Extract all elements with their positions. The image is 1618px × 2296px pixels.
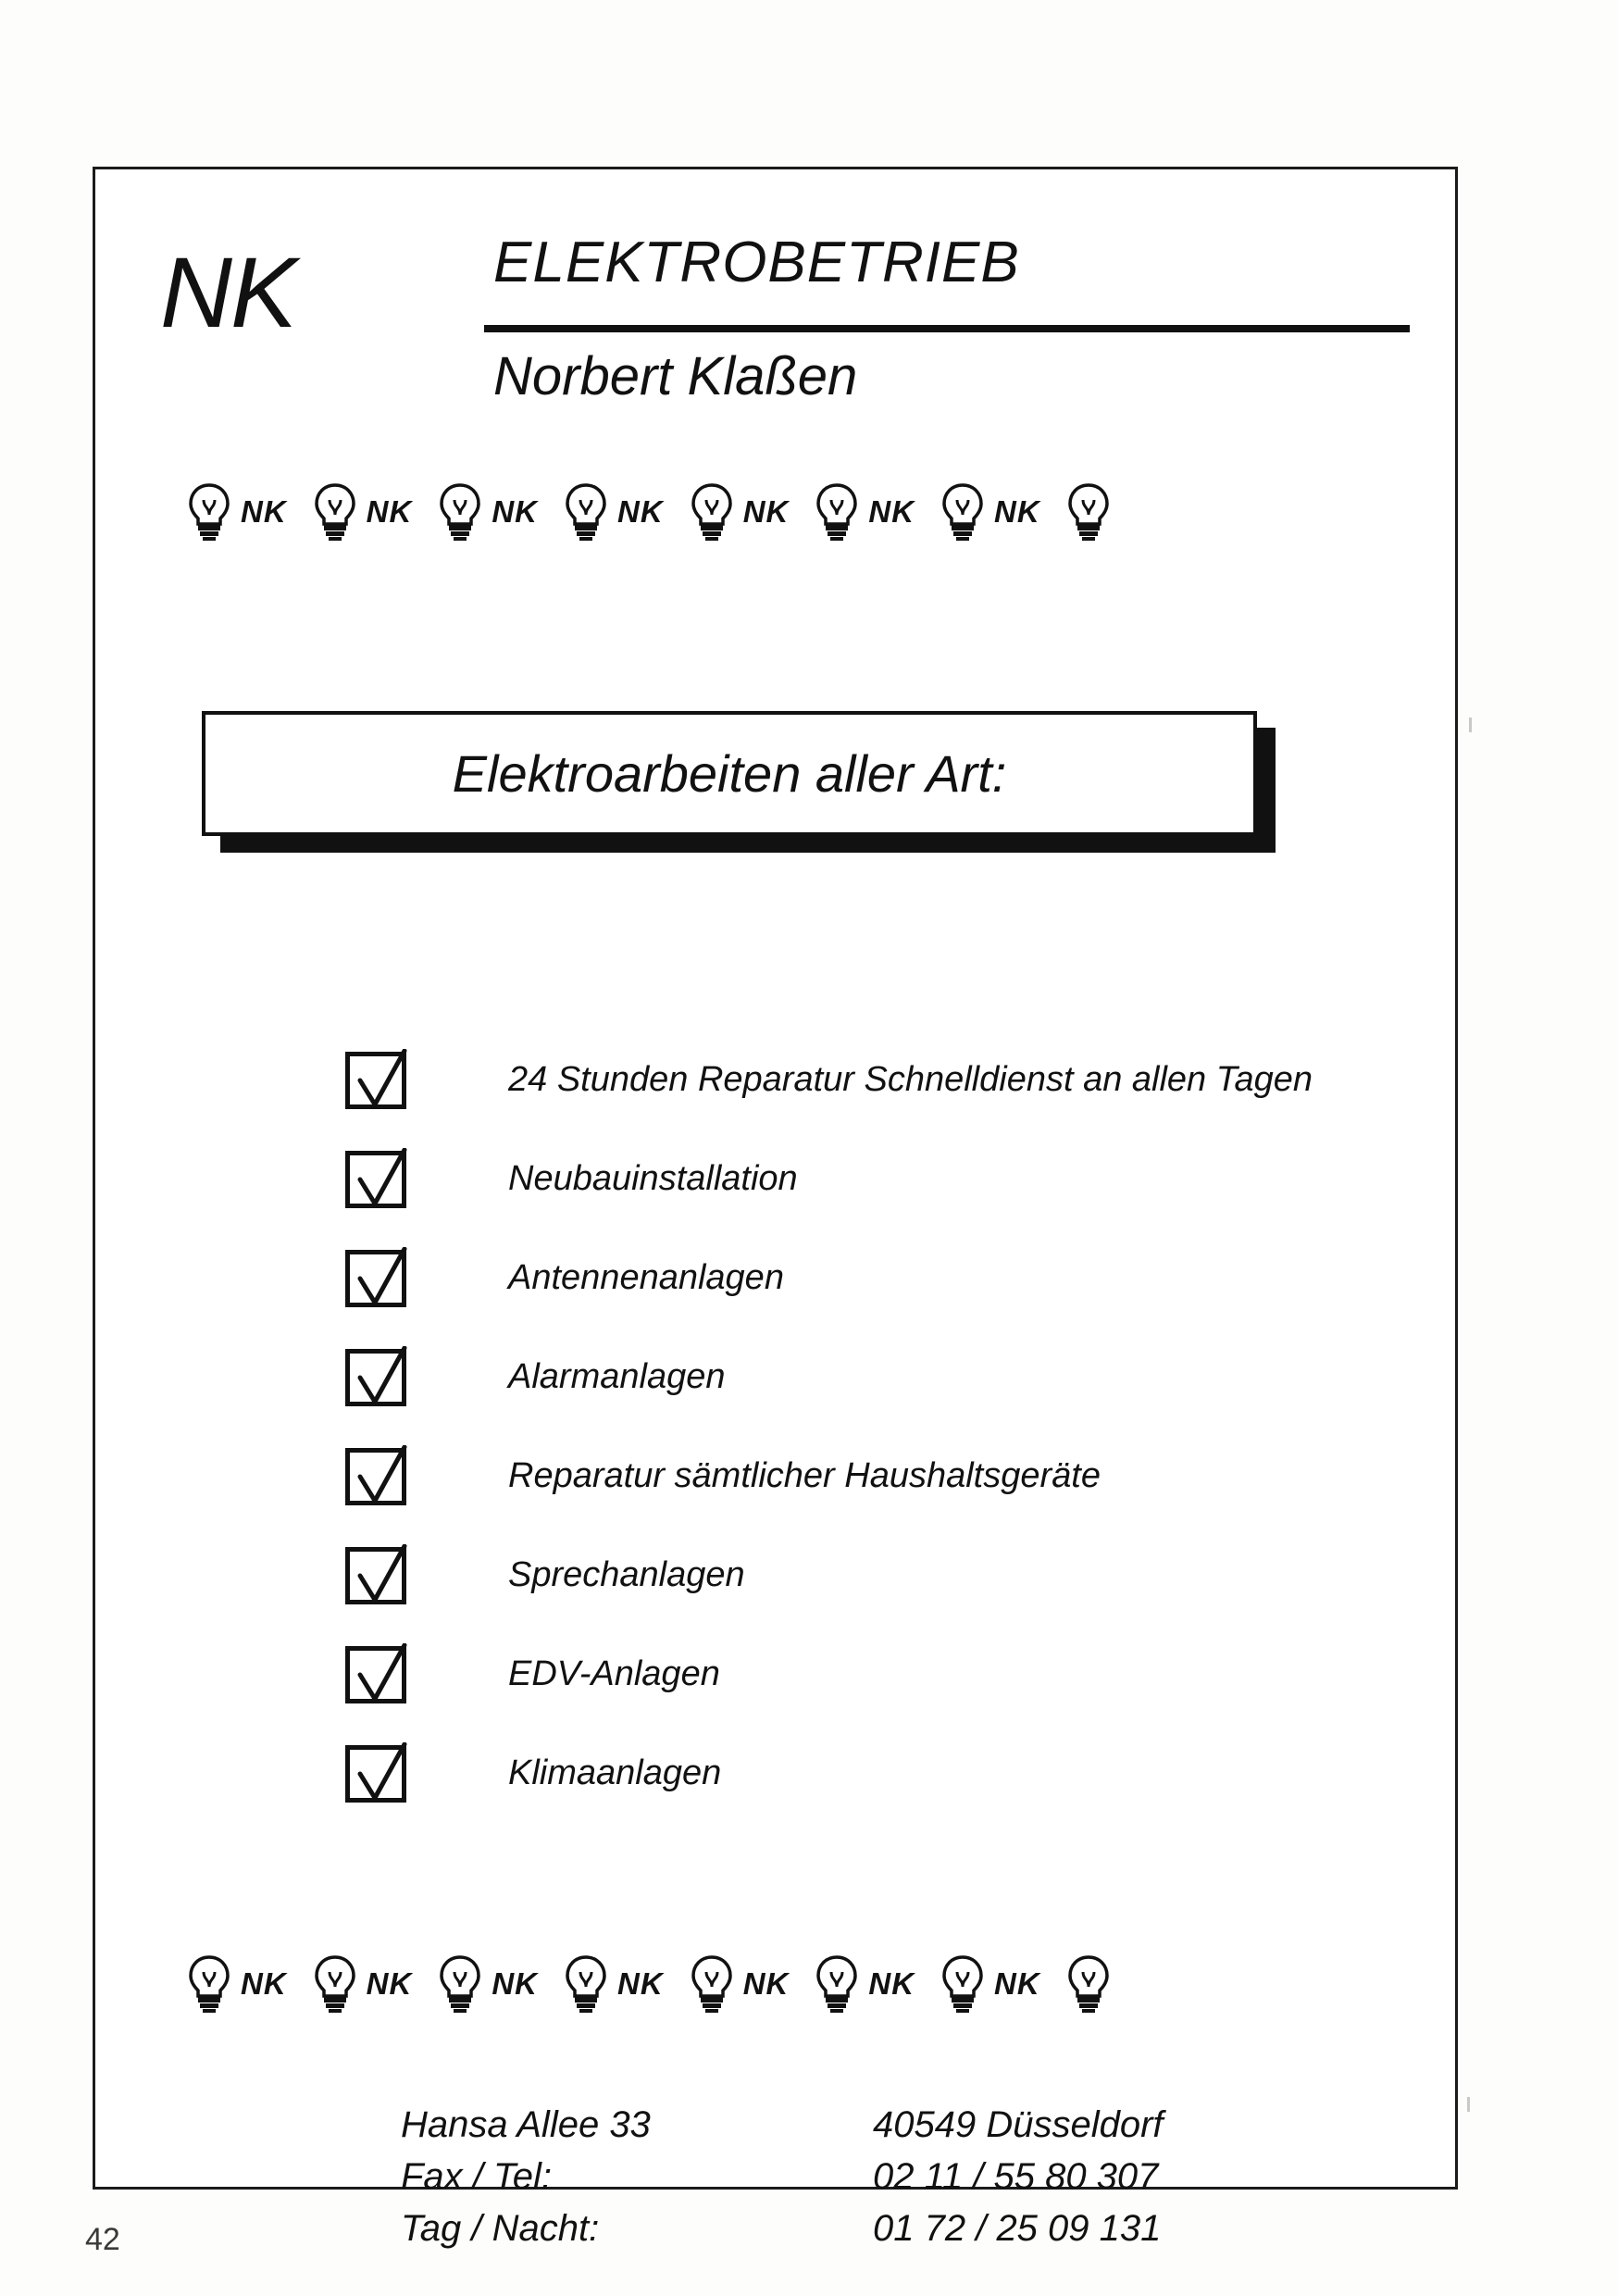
lightbulb-icon-svg — [811, 481, 863, 543]
bulb-label: NK — [366, 494, 413, 529]
service-row — [345, 1427, 1410, 1526]
bulb-unit — [183, 1953, 287, 2015]
bulb-unit — [183, 481, 287, 543]
contact-block — [401, 2104, 1336, 2260]
check-icon — [353, 1346, 410, 1416]
check-icon — [353, 1643, 410, 1714]
bulb-label: NK — [994, 494, 1040, 529]
lightbulb-icon-svg — [937, 481, 989, 543]
service-checkbox[interactable] — [345, 1151, 406, 1208]
service-label: 24 Stunden Reparatur Schnelldienst an allen Tagen — [508, 1060, 1313, 1099]
service-checkbox[interactable] — [345, 1052, 406, 1109]
service-row — [345, 1229, 1410, 1328]
lightbulb-icon-svg — [811, 1953, 863, 2015]
lightbulb-icon-svg — [434, 1953, 486, 2015]
bulb-unit — [560, 1953, 664, 2015]
scan-artifact-right-upper — [1469, 718, 1472, 732]
nk-logo: NK — [160, 236, 296, 348]
banner-text: Elektroarbeiten aller Art: — [452, 744, 1007, 803]
check-icon — [353, 1544, 410, 1615]
bulb-label: NK — [994, 1966, 1040, 2001]
lightbulb-icon — [309, 1953, 361, 2015]
lightbulb-icon — [1063, 1953, 1114, 2015]
check-icon — [353, 1049, 410, 1119]
lightbulb-icon — [183, 481, 235, 543]
header-divider — [484, 325, 1410, 332]
bulb-unit — [434, 481, 538, 543]
service-row — [345, 1625, 1410, 1724]
lightbulb-icon-svg — [434, 481, 486, 543]
bulb-label: NK — [742, 494, 790, 529]
bulb-unit — [309, 1953, 413, 2015]
contact-value: 01 72 / 25 09 131 — [873, 2208, 1162, 2249]
bulb-label: NK — [492, 494, 539, 529]
service-checkbox[interactable] — [345, 1448, 406, 1505]
lightbulb-icon-svg — [560, 1953, 612, 2015]
lightbulb-icon — [309, 481, 361, 543]
bulb-strip-top — [95, 466, 1455, 558]
lightbulb-icon — [686, 481, 738, 543]
service-checkbox[interactable] — [345, 1646, 406, 1703]
bulb-strip-bottom — [95, 1938, 1455, 2030]
service-label: EDV-Anlagen — [508, 1654, 720, 1693]
lightbulb-icon — [560, 481, 612, 543]
bulb-label: NK — [492, 1966, 539, 2001]
service-checkbox[interactable] — [345, 1745, 406, 1803]
lightbulb-icon — [686, 1953, 738, 2015]
contact-label: Fax / Tel: — [401, 2156, 553, 2197]
lightbulb-icon — [937, 1953, 989, 2015]
lightbulb-icon — [183, 1953, 235, 2015]
bulb-unit — [434, 1953, 538, 2015]
service-row — [345, 1129, 1410, 1229]
bulb-unit — [560, 481, 664, 543]
service-row — [345, 1526, 1410, 1625]
lightbulb-icon — [811, 1953, 863, 2015]
contact-value: 40549 Düsseldorf — [873, 2104, 1164, 2145]
service-checkbox[interactable] — [345, 1250, 406, 1307]
lightbulb-icon — [560, 1953, 612, 2015]
bulb-unit — [309, 481, 413, 543]
contact-row — [401, 2104, 1336, 2156]
bulb-unit — [1063, 1953, 1114, 2015]
contact-value: 02 11 / 55 80 307 — [873, 2156, 1159, 2197]
scan-artifact-right-lower — [1467, 2097, 1470, 2112]
bulb-unit — [686, 1953, 790, 2015]
contact-label: Hansa Allee 33 — [401, 2104, 651, 2145]
bulb-unit — [937, 1953, 1040, 2015]
service-row — [345, 1724, 1410, 1823]
services-banner — [202, 711, 1257, 836]
service-row — [345, 1328, 1410, 1427]
service-row — [345, 1030, 1410, 1129]
bulb-unit — [811, 481, 915, 543]
service-label: Sprechanlagen — [508, 1555, 745, 1594]
lightbulb-icon-svg — [937, 1953, 989, 2015]
check-icon — [353, 1247, 410, 1317]
check-icon — [353, 1445, 410, 1516]
contact-label: Tag / Nacht: — [401, 2208, 600, 2249]
lightbulb-icon — [434, 1953, 486, 2015]
bulb-label: NK — [366, 1966, 413, 2001]
lightbulb-icon-svg — [309, 481, 361, 543]
lightbulb-icon-svg — [183, 481, 235, 543]
lightbulb-icon — [937, 481, 989, 543]
lightbulb-icon-svg — [686, 481, 738, 543]
lightbulb-icon-svg — [183, 1953, 235, 2015]
owner-name: Norbert Klaßen — [493, 346, 858, 406]
lightbulb-icon-svg — [686, 1953, 738, 2015]
company-type: ELEKTROBETRIEB — [493, 231, 1020, 294]
check-icon — [353, 1148, 410, 1218]
bulb-label: NK — [742, 1966, 790, 2001]
bulb-label: NK — [617, 494, 664, 529]
service-label: Klimaanlagen — [508, 1753, 722, 1792]
bulb-unit — [1063, 481, 1114, 543]
bulb-label: NK — [868, 494, 915, 529]
page-number: 42 — [85, 2222, 120, 2257]
contact-row — [401, 2208, 1336, 2260]
service-label: Neubauinstallation — [508, 1159, 798, 1198]
bulb-label: NK — [617, 1966, 664, 2001]
check-icon — [353, 1742, 410, 1813]
bulb-label: NK — [868, 1966, 915, 2001]
service-checkbox[interactable] — [345, 1349, 406, 1406]
lightbulb-icon-svg — [1063, 1953, 1114, 2015]
bulb-unit — [937, 481, 1040, 543]
banner-box — [202, 711, 1257, 836]
lightbulb-icon — [1063, 481, 1114, 543]
bulb-label: NK — [241, 1966, 287, 2001]
service-label: Antennenanlagen — [508, 1258, 784, 1297]
bulb-unit — [686, 481, 790, 543]
service-checkbox[interactable] — [345, 1547, 406, 1604]
bulb-label: NK — [241, 494, 287, 529]
contact-row — [401, 2156, 1336, 2208]
bulb-unit — [811, 1953, 915, 2015]
lightbulb-icon-svg — [560, 481, 612, 543]
lightbulb-icon — [434, 481, 486, 543]
services-list — [345, 1030, 1410, 1823]
service-label: Reparatur sämtlicher Haushaltsgeräte — [508, 1456, 1101, 1495]
lightbulb-icon-svg — [1063, 481, 1114, 543]
service-label: Alarmanlagen — [508, 1357, 726, 1396]
lightbulb-icon-svg — [309, 1953, 361, 2015]
lightbulb-icon — [811, 481, 863, 543]
advert-header — [95, 206, 1455, 447]
